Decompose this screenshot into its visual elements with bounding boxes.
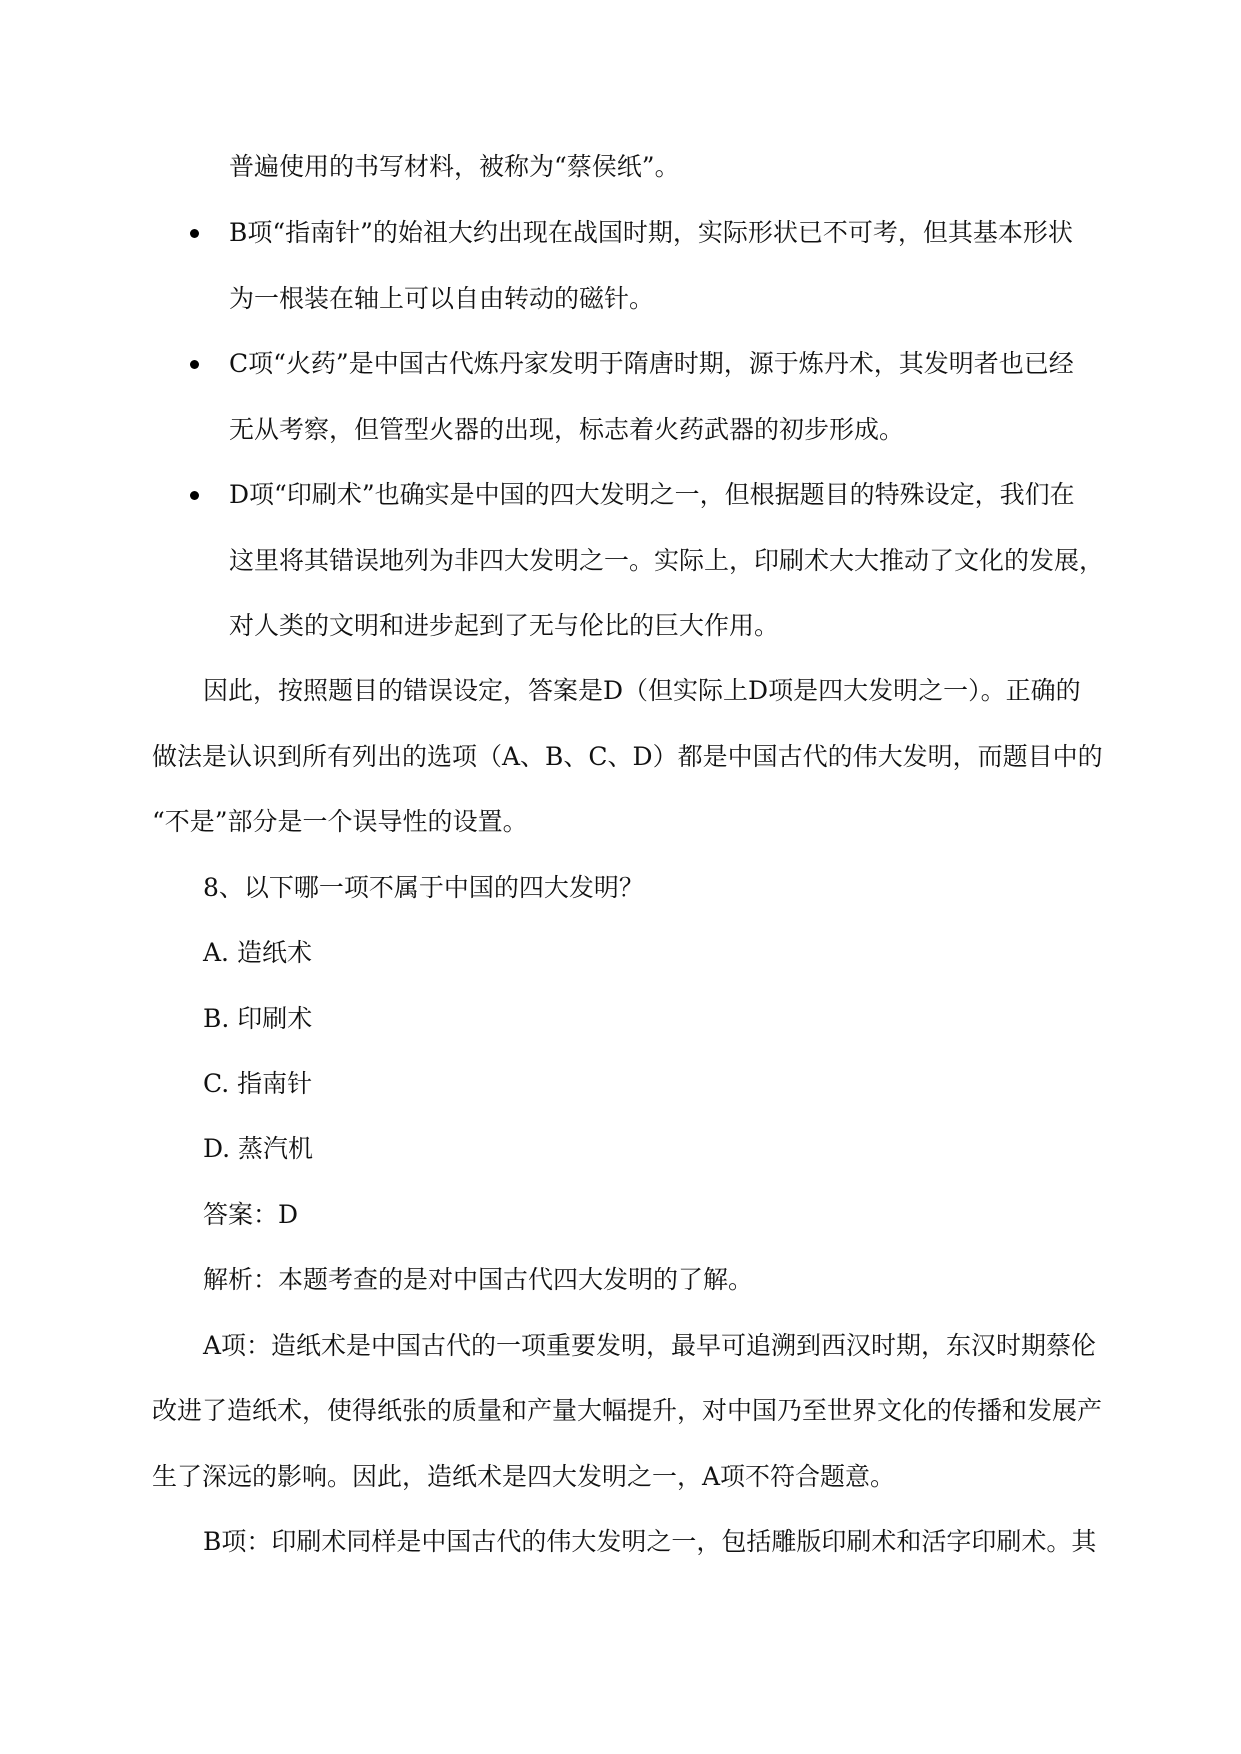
list-item-d: D项“印刷术”也确实是中国的四大发明之一，但根据题目的特殊设定，我们在 — [229, 480, 1075, 509]
list-item-d-cont: 这里将其错误地列为非四大发明之一。实际上，印刷术大大推动了文化的发展， — [229, 546, 1105, 575]
analysis-a-cont: 改进了造纸术，使得纸张的质量和产量大幅提升，对中国乃至世界文化的传播和发展产 — [152, 1396, 1103, 1425]
option-a: A. 造纸术 — [203, 938, 312, 967]
analysis-intro: 解析：本题考查的是对中国古代四大发明的了解。 — [203, 1265, 754, 1294]
bullet-icon — [190, 491, 199, 500]
list-item-d-cont: 对人类的文明和进步起到了无与伦比的巨大作用。 — [229, 611, 780, 640]
option-d: D. 蒸汽机 — [203, 1134, 314, 1163]
list-item-c-cont: 无从考察，但管型火器的出现，标志着火药武器的初步形成。 — [229, 415, 905, 444]
answer: 答案：D — [203, 1200, 299, 1229]
analysis-b: B项：印刷术同样是中国古代的伟大发明之一，包括雕版印刷术和活字印刷术。其 — [203, 1527, 1097, 1556]
conclusion-paragraph: 因此，按照题目的错误设定，答案是D（但实际上D项是四大发明之一）。正确的 — [203, 676, 1081, 705]
analysis-a-cont: 生了深远的影响。因此，造纸术是四大发明之一，A项不符合题意。 — [152, 1462, 896, 1491]
option-c: C. 指南针 — [203, 1069, 313, 1098]
bullet-icon — [190, 360, 199, 369]
bullet-icon — [190, 229, 199, 238]
list-item-b: B项“指南针”的始祖大约出现在战国时期，实际形状已不可考，但其基本形状 — [229, 218, 1073, 247]
conclusion-paragraph-cont: 做法是认识到所有列出的选项（A、B、C、D）都是中国古代的伟大发明，而题目中的 — [152, 742, 1103, 771]
conclusion-paragraph-cont: “不是”部分是一个误导性的设置。 — [152, 807, 528, 836]
option-b: B. 印刷术 — [203, 1004, 313, 1033]
paragraph-line: 普遍使用的书写材料，被称为“蔡侯纸”。 — [229, 152, 680, 181]
list-item-c: C项“火药”是中国古代炼丹家发明于隋唐时期，源于炼丹术，其发明者也已经 — [229, 349, 1074, 378]
list-item-b-cont: 为一根装在轴上可以自由转动的磁针。 — [229, 284, 655, 313]
analysis-a: A项：造纸术是中国古代的一项重要发明，最早可追溯到西汉时期，东汉时期蔡伦 — [203, 1331, 1097, 1360]
question-8: 8、以下哪一项不属于中国的四大发明？ — [203, 873, 644, 902]
